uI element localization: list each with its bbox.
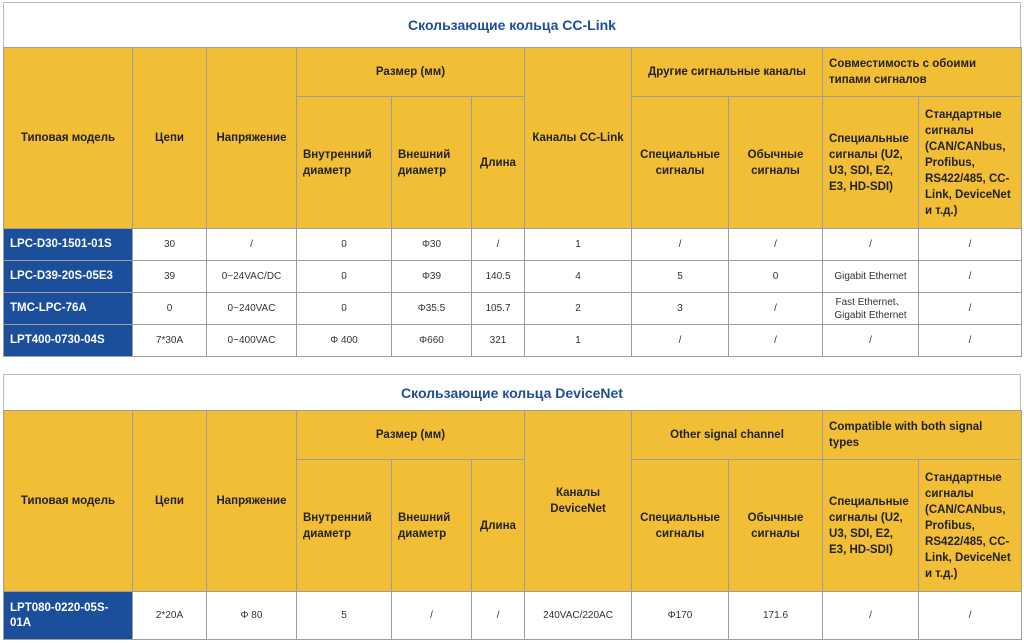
ordinary-cell: / — [729, 293, 823, 325]
special-cell: / — [632, 325, 729, 357]
outer-cell: / — [392, 592, 472, 640]
channels-cell: 4 — [525, 261, 632, 293]
length-cell: 321 — [472, 325, 525, 357]
header-model: Типовая модель — [4, 411, 133, 592]
header-compat-group: Compatible with both signal types — [823, 411, 1022, 460]
table-row — [4, 592, 1022, 640]
circuits-cell: 30 — [133, 229, 207, 261]
table-row — [4, 325, 1022, 357]
header-voltage: Напряжение — [207, 411, 297, 592]
header-length: Длина — [472, 97, 525, 229]
special-cell: 3 — [632, 293, 729, 325]
section-title-cc-link: Скользающие кольца CC-Link — [3, 2, 1021, 48]
header-size-group: Размер (мм) — [297, 411, 525, 460]
voltage-cell: / — [207, 229, 297, 261]
compat-standard-cell: / — [919, 229, 1022, 261]
header-other-group: Другие сигнальные каналы — [632, 48, 823, 97]
model-cell: LPT080-0220-05S-01A — [4, 592, 133, 640]
inner-cell: 0 — [297, 261, 392, 293]
voltage-cell: 0~240VAC — [207, 293, 297, 325]
header-compat-special: Специальные сигналы (U2, U3, SDI, E2, E3, HD-SDI) — [823, 460, 919, 592]
model-cell: LPC-D30-1501-01S — [4, 229, 133, 261]
special-cell: 5 — [632, 261, 729, 293]
header-outer: Внешний диаметр — [392, 460, 472, 592]
special-cell: / — [632, 229, 729, 261]
channels-cell: 1 — [525, 229, 632, 261]
length-cell: / — [472, 592, 525, 640]
outer-cell: Φ660 — [392, 325, 472, 357]
header-compat-standard: Стандартные сигналы (CAN/CANbus, Profibus, RS422/485, CC-Link, DeviceNet и т.д.) — [919, 97, 1022, 229]
inner-cell: 5 — [297, 592, 392, 640]
outer-cell: Φ35.5 — [392, 293, 472, 325]
compat-standard-cell: / — [919, 325, 1022, 357]
inner-cell: 0 — [297, 293, 392, 325]
header-circuits: Цепи — [133, 48, 207, 229]
inner-cell: Φ 400 — [297, 325, 392, 357]
circuits-cell: 39 — [133, 261, 207, 293]
ordinary-cell: 171.6 — [729, 592, 823, 640]
header-compat-special: Специальные сигналы (U2, U3, SDI, E2, E3, HD-SDI) — [823, 97, 919, 229]
compat-standard-cell: / — [919, 261, 1022, 293]
compat-special-cell: / — [823, 592, 919, 640]
table-row — [4, 293, 1022, 325]
header-special: Специальные сигналы — [632, 97, 729, 229]
table-row — [4, 229, 1022, 261]
compat-special-cell: Gigabit Ethernet — [823, 261, 919, 293]
cc-link-table — [3, 47, 1022, 357]
header-ordinary: Обычные сигналы — [729, 460, 823, 592]
header-network-channels: Каналы CC-Link — [525, 48, 632, 229]
channels-cell: 1 — [525, 325, 632, 357]
compat-standard-cell: / — [919, 293, 1022, 325]
section-gap — [3, 357, 1021, 374]
channels-cell: 2 — [525, 293, 632, 325]
ordinary-cell: / — [729, 325, 823, 357]
ordinary-cell: / — [729, 229, 823, 261]
model-cell: TMC-LPC-76A — [4, 293, 133, 325]
compat-special-cell: / — [823, 325, 919, 357]
compat-special-cell: Fast Ethernet、Gigabit Ethernet — [823, 293, 919, 325]
header-inner: Внутренний диаметр — [297, 97, 392, 229]
model-cell: LPT400-0730-04S — [4, 325, 133, 357]
voltage-cell: 0~400VAC — [207, 325, 297, 357]
header-length: Длина — [472, 460, 525, 592]
model-cell: LPC-D39-20S-05E3 — [4, 261, 133, 293]
voltage-cell: Φ 80 — [207, 592, 297, 640]
outer-cell: Φ39 — [392, 261, 472, 293]
header-outer: Внешний диаметр — [392, 97, 472, 229]
header-special: Специальные сигналы — [632, 460, 729, 592]
outer-cell: Φ30 — [392, 229, 472, 261]
voltage-cell: 0~24VAC/DC — [207, 261, 297, 293]
header-compat-group: Совместимость с обоими типами сигналов — [823, 48, 1022, 97]
circuits-cell: 0 — [133, 293, 207, 325]
length-cell: 140.5 — [472, 261, 525, 293]
compat-standard-cell: / — [919, 592, 1022, 640]
table-row — [4, 261, 1022, 293]
header-network-channels: Каналы DeviceNet — [525, 411, 632, 592]
header-compat-standard: Стандартные сигналы (CAN/CANbus, Profibus, RS422/485, CC-Link, DeviceNet и т.д.) — [919, 460, 1022, 592]
header-model: Типовая модель — [4, 48, 133, 229]
header-voltage: Напряжение — [207, 48, 297, 229]
devicenet-table — [3, 410, 1022, 640]
section-title-devicenet: Скользающие кольца DeviceNet — [3, 374, 1021, 411]
length-cell: / — [472, 229, 525, 261]
special-cell: Φ170 — [632, 592, 729, 640]
header-ordinary: Обычные сигналы — [729, 97, 823, 229]
header-other-group: Other signal channel — [632, 411, 823, 460]
circuits-cell: 7*30A — [133, 325, 207, 357]
channels-cell: 240VAC/220AC — [525, 592, 632, 640]
length-cell: 105.7 — [472, 293, 525, 325]
header-size-group: Размер (мм) — [297, 48, 525, 97]
ordinary-cell: 0 — [729, 261, 823, 293]
header-circuits: Цепи — [133, 411, 207, 592]
compat-special-cell: / — [823, 229, 919, 261]
inner-cell: 0 — [297, 229, 392, 261]
circuits-cell: 2*20A — [133, 592, 207, 640]
header-inner: Внутренний диаметр — [297, 460, 392, 592]
